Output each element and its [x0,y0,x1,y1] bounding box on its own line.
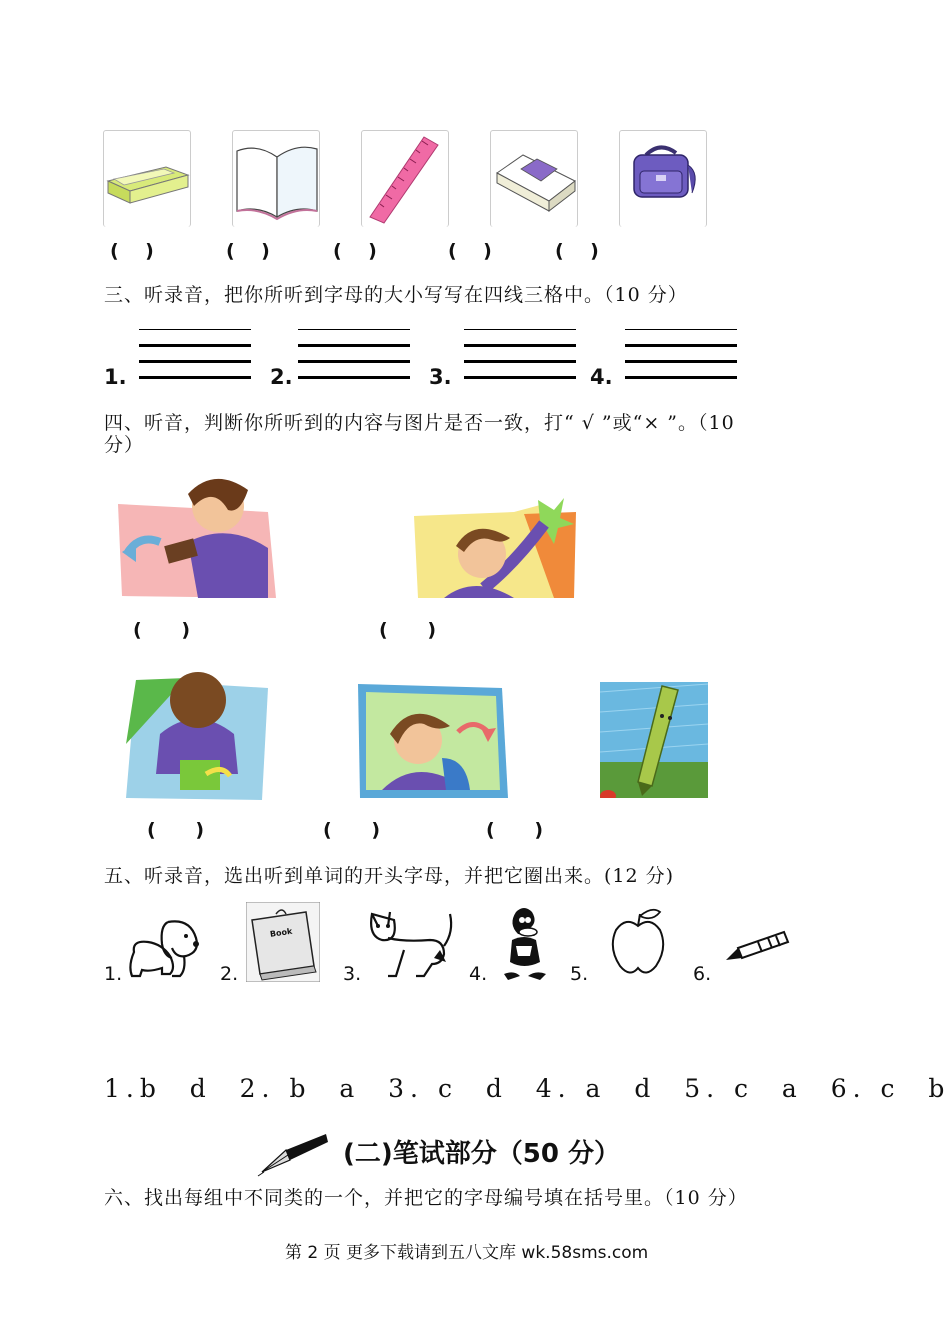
crayon-icon [722,926,792,968]
apple-icon [604,904,674,980]
book-sketch-icon [246,902,320,982]
four-line-label-1: 1. [104,365,127,389]
written-part-heading: (二)笔试部分（50 分） [343,1139,620,1169]
letter-item-label-3: 3. [343,963,362,985]
letter-choices[interactable]: 1.b d 2. b a 3. c d 4. a d 5. c a 6. c b [104,1074,950,1103]
pencil-box-card [103,130,191,227]
section5-title: 五、听录音，选出听到单词的开头字母，并把它圈出来。(12 分) [104,865,675,887]
judge-paren-1[interactable]: ( ) [133,619,191,641]
four-line-label-4: 4. [590,365,613,389]
cat-icon [364,906,456,982]
boy-opening-book-picture [122,664,274,800]
judge-paren-3[interactable]: ( ) [147,819,205,841]
book-card [232,130,320,227]
letter-item-label-5: 5. [570,963,589,985]
pencil-box-icon [104,131,190,227]
crayon-grass-picture [600,682,708,798]
ruler-card [361,130,449,227]
ruler-icon [362,131,448,227]
answer-paren-1[interactable]: ( ) [110,240,154,262]
crayon-sketch-picture [722,926,792,968]
answer-paren-4[interactable]: ( ) [448,240,492,262]
answer-paren-2[interactable]: ( ) [226,240,270,262]
letter-item-label-1: 1. [104,963,123,985]
judge-paren-2[interactable]: ( ) [379,619,437,641]
book-sketch-picture [246,902,320,982]
duck-picture [494,904,554,984]
book-icon [233,131,319,227]
letter-item-label-2: 2. [220,963,239,985]
letter-item-label-4: 4. [469,963,488,985]
svg-text:Book: Book [269,926,293,939]
cat-picture [364,906,456,982]
school-bag-icon [620,131,706,227]
boy-with-schoolbag-picture [358,684,508,798]
duck-icon [494,904,554,984]
school-bag-card [619,130,707,227]
boy-raising-crayon-picture [414,494,576,598]
judge-paren-5[interactable]: ( ) [486,819,544,841]
dog-picture [124,912,204,982]
four-line-label-3: 3. [429,365,452,389]
dog-icon [124,912,204,982]
fountain-pen-icon [256,1132,328,1178]
four-line-label-2: 2. [270,365,293,389]
boy-reading-picture [118,472,278,598]
eraser-card [490,130,578,227]
fountain-pen-picture [256,1132,328,1178]
section4-title-line1: 四、听音，判断你所听到的内容与图片是否一致，打“ √ ”或“× ”。（10 [104,412,735,434]
letter-item-label-6: 6. [693,963,712,985]
eraser-icon [491,131,577,227]
apple-picture [604,904,674,980]
section3-title: 三、听录音，把你所听到字母的大小写写在四线三格中。（10 分） [104,284,688,306]
answer-paren-5[interactable]: ( ) [555,240,599,262]
page-footer: 第 2 页 更多下载请到五八文库 wk.58sms.com [285,1243,649,1263]
section4-title-line2: 分） [104,434,145,456]
section6-title: 六、找出每组中不同类的一个，并把它的字母编号填在括号里。（10 分） [104,1187,748,1209]
judge-paren-4[interactable]: ( ) [323,819,381,841]
answer-paren-3[interactable]: ( ) [333,240,377,262]
